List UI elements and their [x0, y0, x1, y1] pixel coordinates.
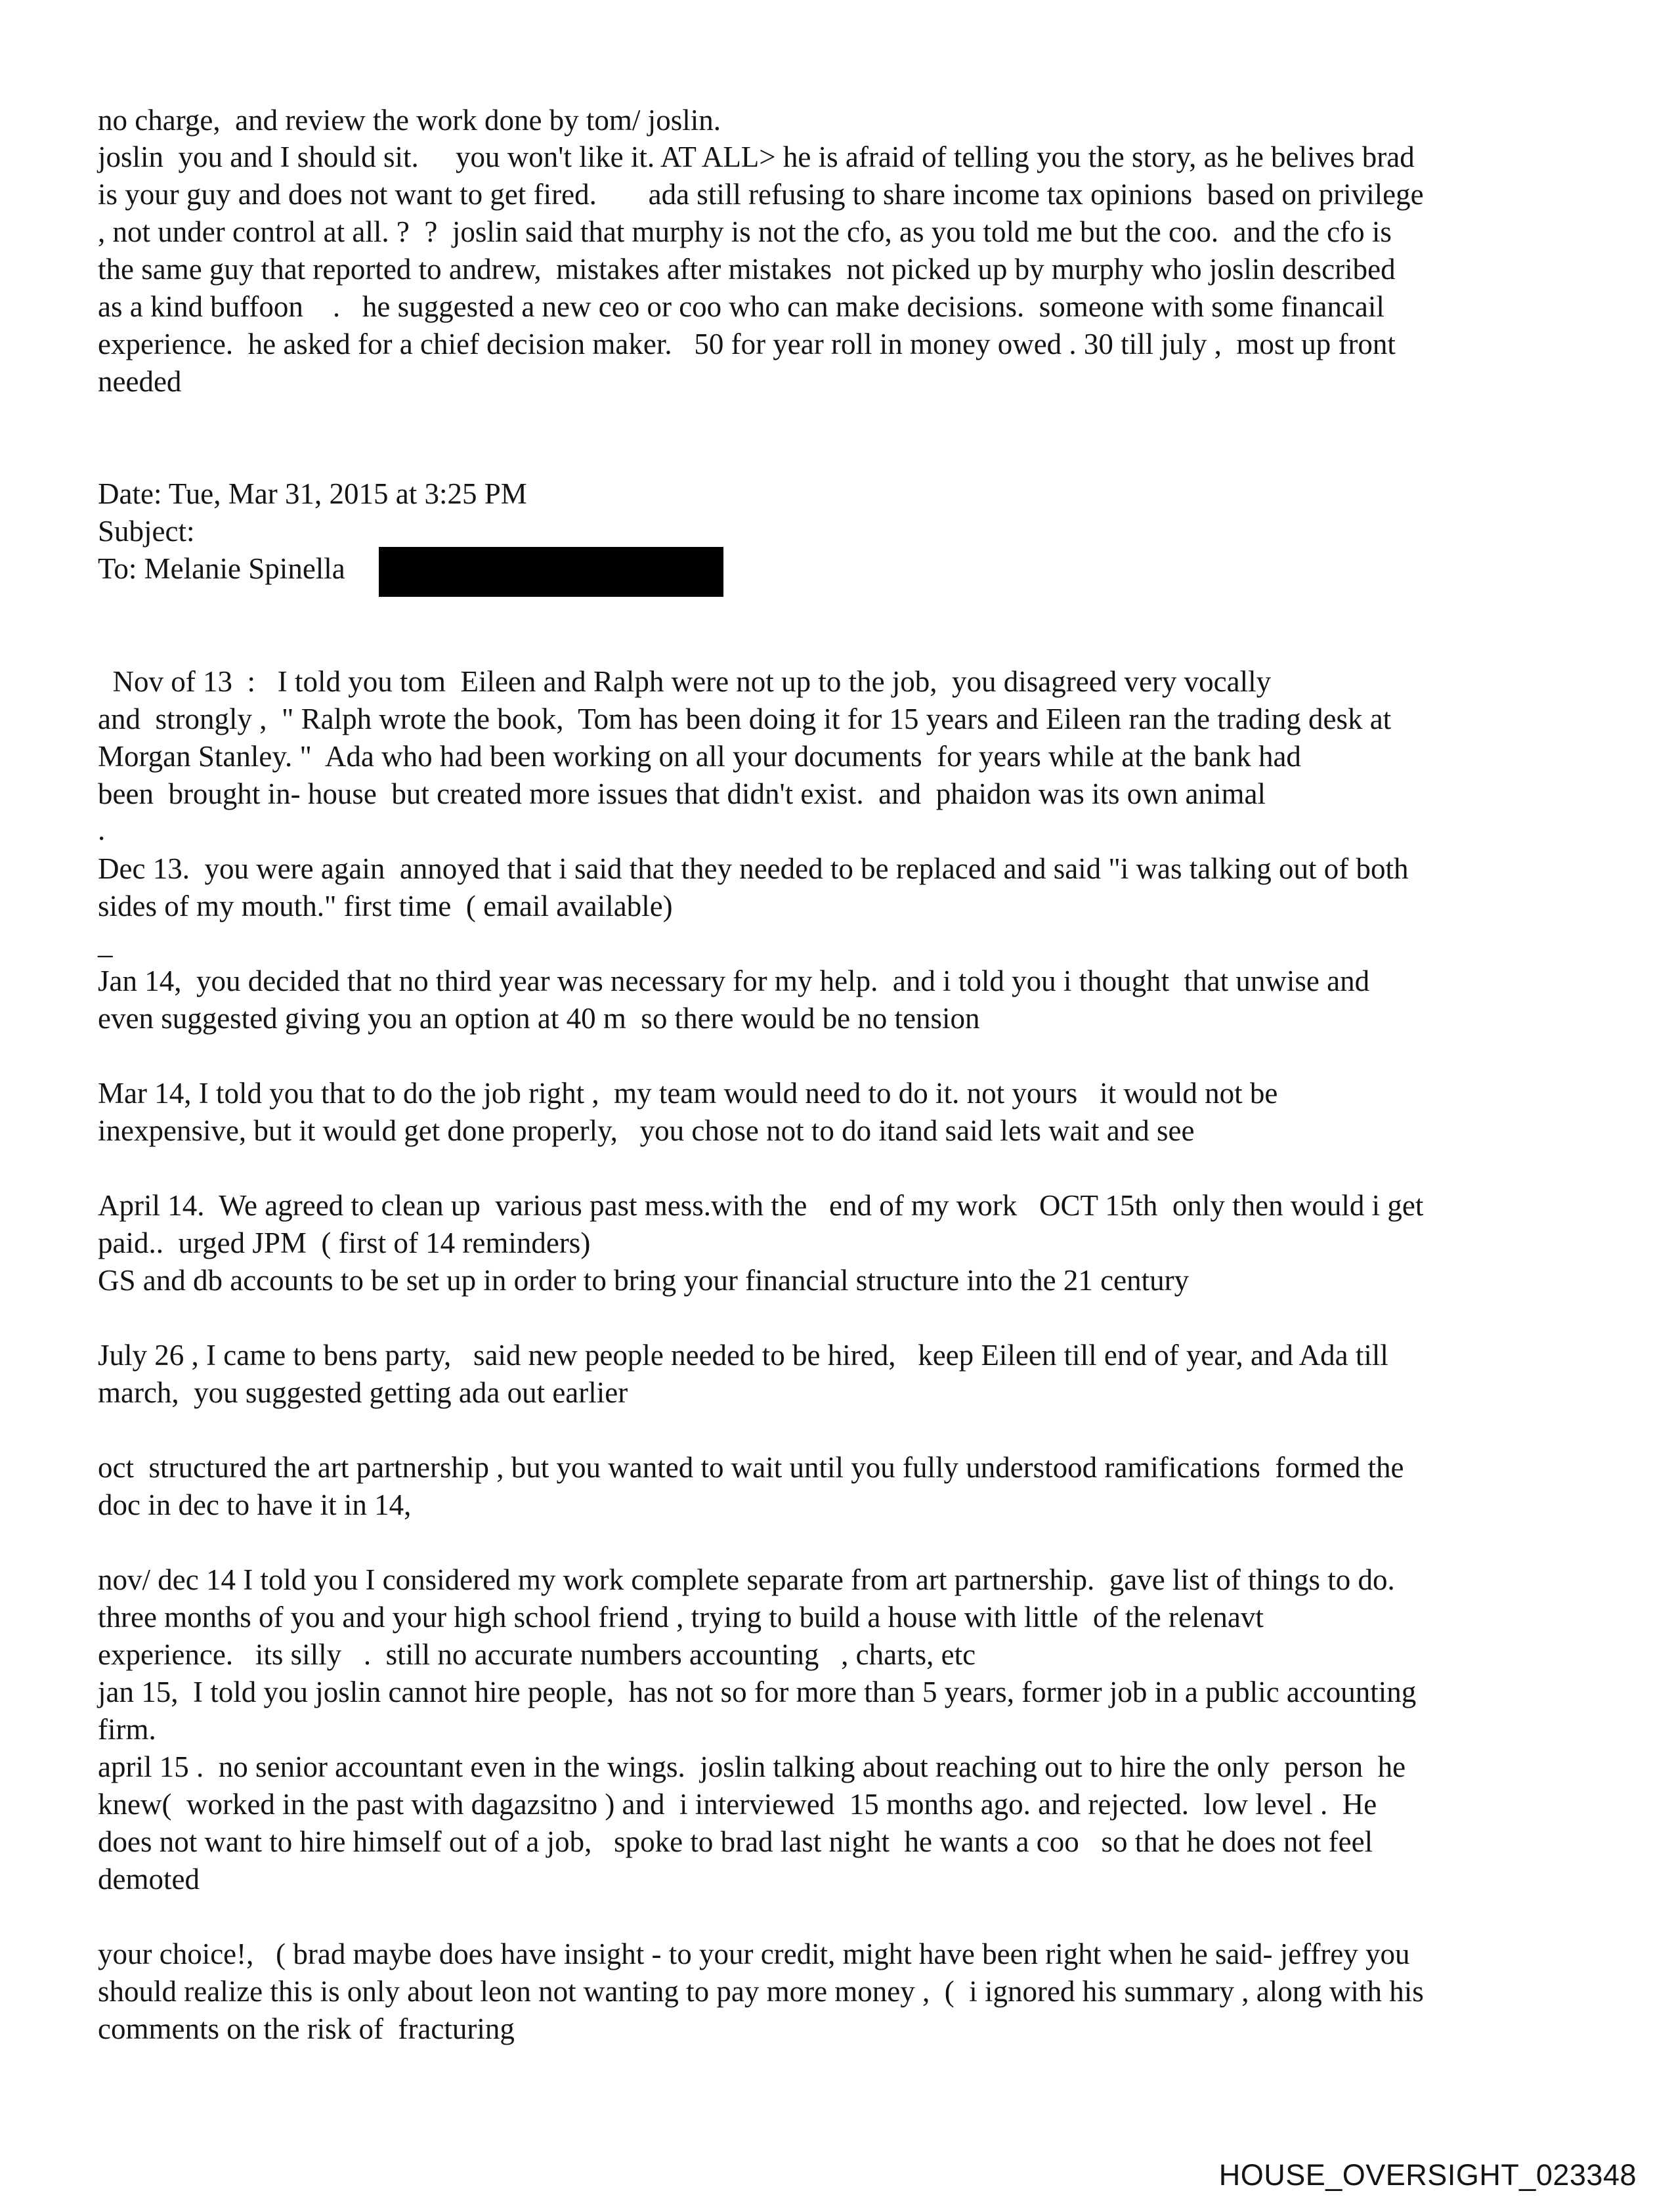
top-note-line: needed — [98, 365, 182, 398]
body-line: Jan 14, you decided that no third year was necessary for my help. and i told you i thought that unwise and — [98, 965, 1370, 997]
body-line: oct structured the art partnership , but you wanted to wait until you fully understood ramifications formed the — [98, 1451, 1404, 1484]
body-line: demoted — [98, 1863, 200, 1896]
body-line: Morgan Stanley. " Ada who had been working on all your documents for years while at the bank had — [98, 740, 1301, 773]
body-line: march, you suggested getting ada out earlier — [98, 1376, 628, 1409]
body-line: Nov of 13 : I told you tom Eileen and Ralph were not up to the job, you disagreed very vocally — [98, 665, 1272, 698]
top-note-line: the same guy that reported to andrew, mistakes after mistakes not picked up by murphy who joslin described — [98, 253, 1396, 286]
body-line: firm. — [98, 1713, 156, 1746]
body-line: . — [98, 813, 106, 846]
top-note-line: no charge, and review the work done by tom/ joslin. — [98, 104, 721, 137]
top-note-line: joslin you and I should sit. you won't like it. AT ALL> he is afraid of telling you the story, as he belives brad — [98, 141, 1415, 173]
top-note-line: is your guy and does not want to get fired. ada still refusing to share income tax opinions based on privilege — [98, 178, 1424, 211]
body-line: Mar 14, I told you that to do the job right , my team would need to do it. not yours it would not be — [98, 1077, 1278, 1110]
body-line: and strongly , " Ralph wrote the book, Tom has been doing it for 15 years and Eileen ran the trading desk at — [98, 703, 1392, 735]
body-line: inexpensive, but it would get done properly, you chose not to do itand said lets wait and see — [98, 1114, 1195, 1147]
body-line: even suggested giving you an option at 40 m so there would be no tension — [98, 1002, 980, 1035]
body-line: knew( worked in the past with dagazsitno ) and i interviewed 15 months ago. and rejected. low level . He — [98, 1788, 1377, 1821]
top-note-line: , not under control at all. ? ? joslin said that murphy is not the cfo, as you told me but the coo. and the cfo is — [98, 215, 1392, 248]
body-line: experience. its silly . still no accurate numbers accounting , charts, etc — [98, 1638, 976, 1671]
body-line: nov/ dec 14 I told you I considered my work complete separate from art partnership. gave list of things to do. — [98, 1563, 1395, 1596]
body-line: been brought in- house but created more issues that didn't exist. and phaidon was its own animal — [98, 777, 1266, 810]
redaction-box — [379, 547, 723, 597]
body-line: _ — [98, 927, 113, 960]
body-line: sides of my mouth." first time ( email available) — [98, 890, 673, 922]
body-line: doc in dec to have it in 14, — [98, 1488, 412, 1521]
body-line: July 26 , I came to bens party, said new people needed to be hired, keep Eileen till end of year, and Ada till — [98, 1339, 1388, 1372]
bates-number: HOUSE_OVERSIGHT_023348 — [1218, 2158, 1637, 2192]
email-subject: Subject: — [98, 515, 195, 548]
body-line: comments on the risk of fracturing — [98, 2012, 515, 2045]
body-line: should realize this is only about leon not wanting to pay more money , ( i ignored his summary , along with his — [98, 1975, 1424, 2008]
body-line: your choice!, ( brad maybe does have insight - to your credit, might have been right when he said- jeffrey you — [98, 1938, 1410, 1970]
body-line: paid.. urged JPM ( first of 14 reminders) — [98, 1226, 591, 1259]
body-line: GS and db accounts to be set up in order to bring your financial structure into the 21 century — [98, 1264, 1190, 1297]
body-line: three months of you and your high school friend , trying to build a house with little of the relenavt — [98, 1601, 1264, 1634]
body-line: does not want to hire himself out of a job, spoke to brad last night he wants a coo so that he does not feel — [98, 1825, 1373, 1858]
body-line: Dec 13. you were again annoyed that i said that they needed to be replaced and said "i was talking out of both — [98, 852, 1409, 885]
top-note-line: as a kind buffoon . he suggested a new ceo or coo who can make decisions. someone with some financail — [98, 290, 1384, 323]
body-line: jan 15, I told you joslin cannot hire people, has not so for more than 5 years, former job in a public accounting — [98, 1676, 1417, 1708]
body-line: april 15 . no senior accountant even in the wings. joslin talking about reaching out to hire the only person he — [98, 1750, 1406, 1783]
email-date: Date: Tue, Mar 31, 2015 at 3:25 PM — [98, 477, 527, 510]
top-note-line: experience. he asked for a chief decision maker. 50 for year roll in money owed . 30 till july , most up front — [98, 328, 1396, 360]
body-line: April 14. We agreed to clean up various past mess.with the end of my work OCT 15th only then would i get — [98, 1189, 1424, 1222]
email-to: To: Melanie Spinella — [98, 552, 345, 585]
